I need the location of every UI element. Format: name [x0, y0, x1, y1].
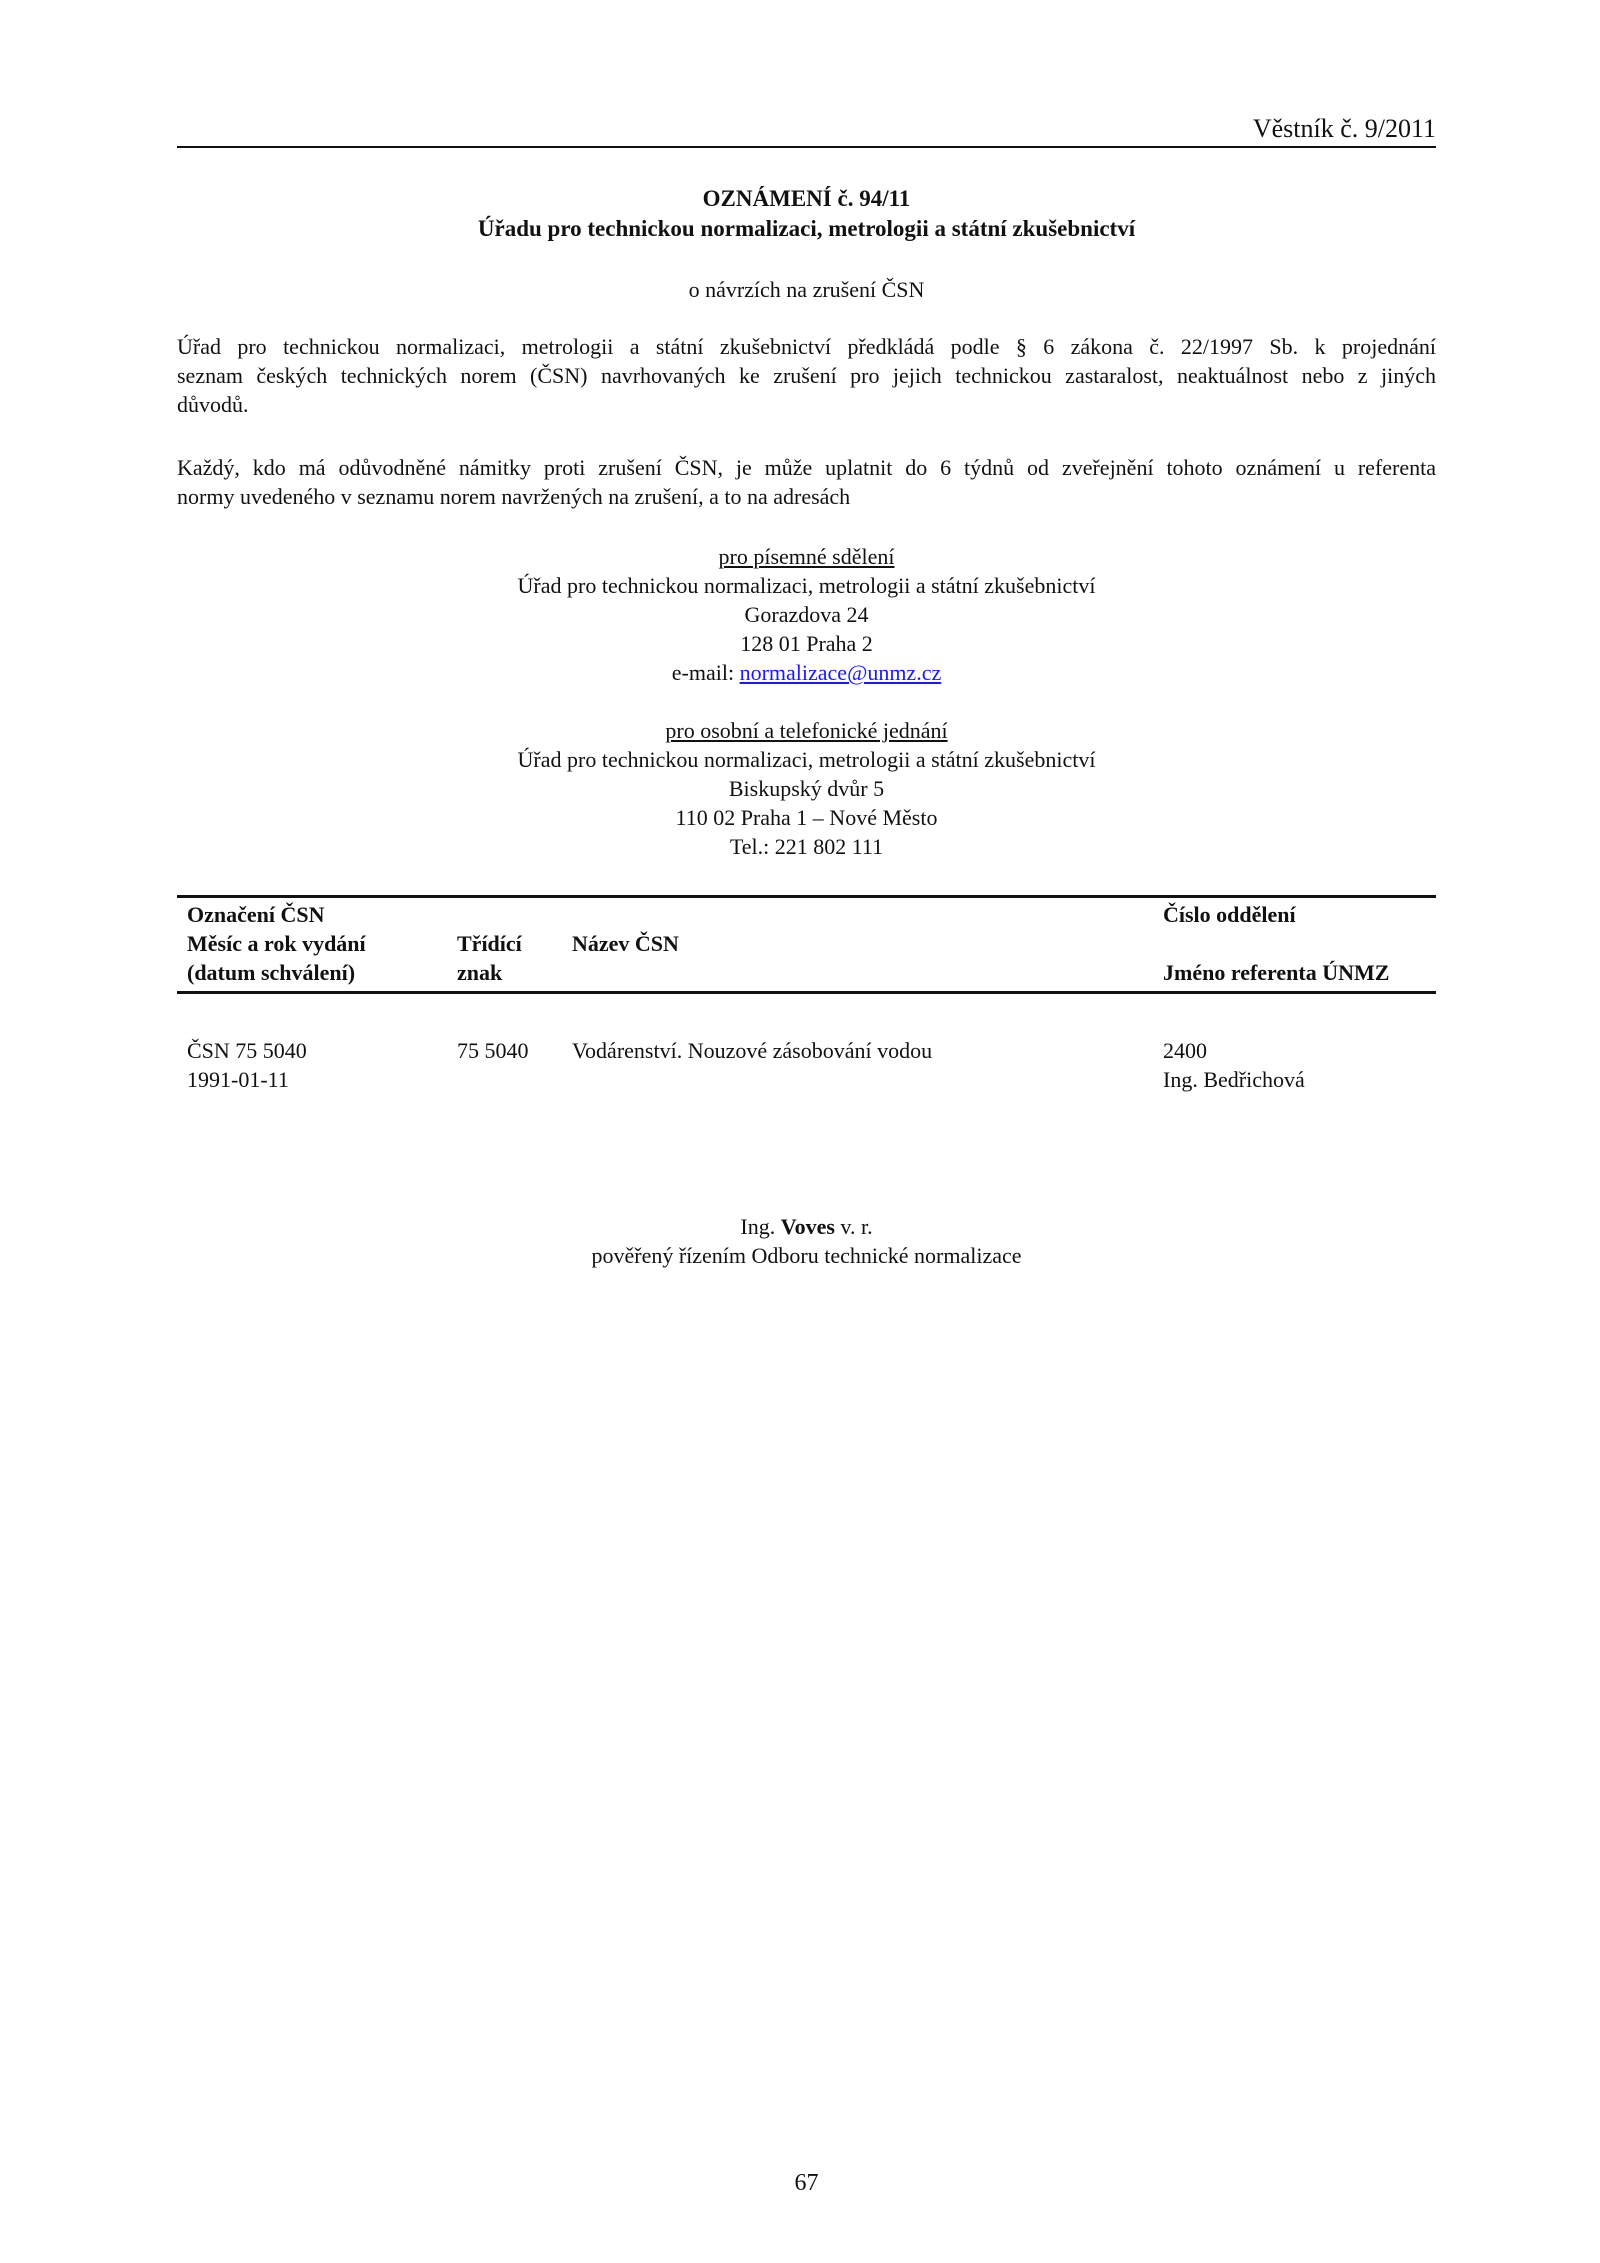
address-written-city: 128 01 Praha 2 — [740, 631, 873, 656]
email-link[interactable]: normalizace@unmz.cz — [739, 660, 942, 685]
address-written-email-row — [177, 658, 1436, 687]
page-number: 67 — [794, 2170, 819, 2196]
header-class-code-2: znak — [457, 960, 503, 985]
signature-prefix: Ing. — [740, 1214, 781, 1239]
intro-paragraph — [177, 332, 1436, 419]
header-referent: Jméno referenta ÚNMZ — [1163, 960, 1390, 985]
signature-suffix: v. r. — [834, 1214, 873, 1239]
row-code: 75 5040 — [457, 1038, 529, 1063]
signature-surname: Voves — [780, 1214, 835, 1239]
intro-line: seznam českých technických norem (ČSN) navrhovaných ke zrušení pro jejich technickou zastaralost, neaktuálnost nebo z jiných — [177, 363, 1436, 388]
address-written — [177, 542, 1436, 687]
row-department: 2400 — [1163, 1038, 1207, 1063]
journal-header: Věstník č. 9/2011 — [1252, 114, 1436, 143]
announcement-subject: o návrzích na zrušení ČSN — [688, 277, 925, 302]
signature-block — [177, 1212, 1436, 1270]
header-standard-name: Název ČSN — [572, 931, 679, 956]
email-label: e-mail: — [671, 660, 740, 685]
announcement-number: OZNÁMENÍ č. 94/11 — [702, 186, 911, 211]
header-issue-date: Měsíc a rok vydání — [187, 931, 366, 956]
address-personal-heading: pro osobní a telefonické jednání — [665, 718, 948, 743]
table-header-rule — [177, 991, 1436, 994]
header-class-code-1: Třídící — [457, 931, 522, 956]
intro-line: důvodů. — [177, 392, 249, 417]
address-written-street: Gorazdova 24 — [744, 602, 869, 627]
address-personal-street: Biskupský dvůr 5 — [728, 776, 885, 801]
objection-paragraph — [177, 453, 1436, 511]
intro-line: Úřad pro technickou normalizaci, metrologii a státní zkušebnictví předkládá podle § 6 zákona č. 22/1997 Sb. k projednání — [177, 334, 1436, 359]
header-rule — [177, 146, 1436, 148]
address-personal-phone: Tel.: 221 802 111 — [729, 834, 884, 859]
address-personal-name: Úřad pro technickou normalizaci, metrologii a státní zkušebnictví — [517, 747, 1096, 772]
address-written-name: Úřad pro technickou normalizaci, metrologii a státní zkušebnictví — [517, 573, 1096, 598]
row-name: Vodárenství. Nouzové zásobování vodou — [572, 1038, 933, 1063]
row-referent: Ing. Bedřichová — [1163, 1067, 1305, 1092]
signature-role: pověřený řízením Odboru technické normalizace — [591, 1243, 1022, 1268]
row-date: 1991-01-11 — [187, 1067, 289, 1092]
objection-line: normy uvedeného v seznamu norem navržených na zrušení, a to na adresách — [177, 484, 851, 509]
signature-name — [177, 1212, 1436, 1241]
row-designation: ČSN 75 5040 — [187, 1038, 307, 1063]
header-department: Číslo oddělení — [1163, 902, 1296, 927]
address-personal — [177, 716, 1436, 861]
header-designation: Označení ČSN — [187, 902, 325, 927]
header-approval-date: (datum schválení) — [187, 960, 356, 985]
objection-line: Každý, kdo má odůvodněné námitky proti zrušení ČSN, je může uplatnit do 6 týdnů od zveřejnění tohoto oznámení u referenta — [177, 455, 1436, 480]
address-written-heading: pro písemné sdělení — [718, 544, 895, 569]
table-top-rule — [177, 895, 1436, 898]
address-personal-city: 110 02 Praha 1 – Nové Město — [675, 805, 938, 830]
announcement-office: Úřadu pro technickou normalizaci, metrologii a státní zkušebnictví — [477, 216, 1136, 241]
